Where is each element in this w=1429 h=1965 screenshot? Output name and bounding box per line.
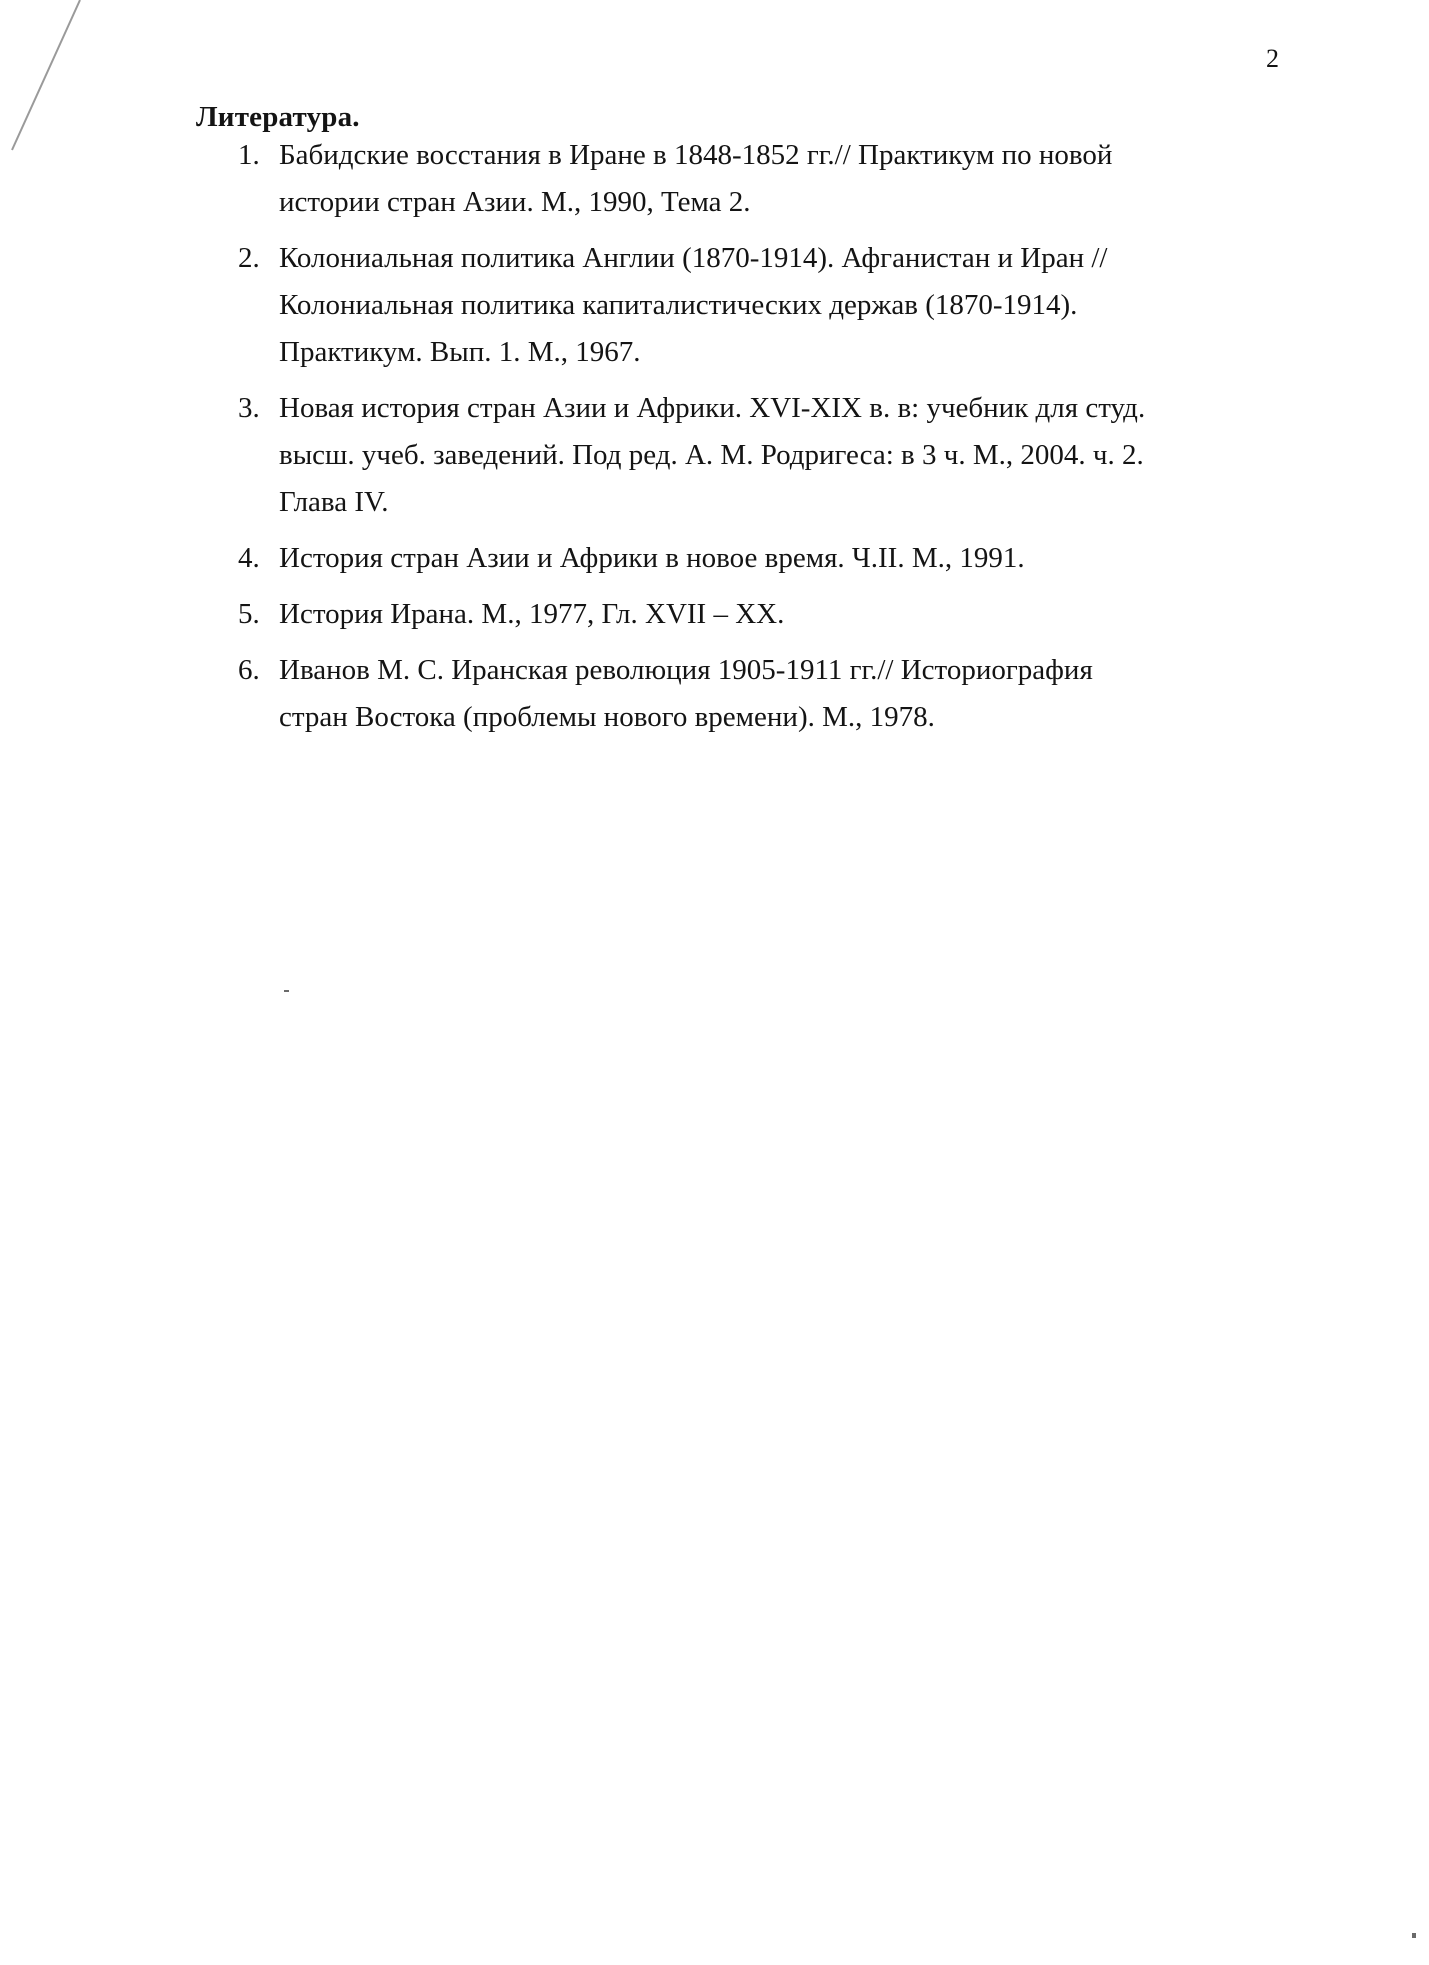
bibliography-entry <box>226 132 1286 226</box>
entry-number: 4. <box>238 542 260 574</box>
entry-text-line: истории стран Азии. М., 1990, Тема 2. <box>279 186 751 218</box>
scan-edge-mark <box>0 0 90 170</box>
entry-text-line: Колониальная политика Англии (1870-1914). Афганистан и Иран // <box>279 242 1108 274</box>
page-number: 2 <box>1266 44 1279 73</box>
entry-text-line: История стран Азии и Африки в новое время. Ч.II. М., 1991. <box>279 542 1025 574</box>
scan-speck <box>1412 1933 1416 1938</box>
bibliography-list <box>226 132 1286 750</box>
bibliography-entry <box>226 385 1286 526</box>
entry-number: 3. <box>238 392 260 424</box>
entry-number: 1. <box>238 139 260 171</box>
entry-text-line: высш. учеб. заведений. Под ред. А. М. Родригеса: в 3 ч. М., 2004. ч. 2. <box>279 439 1144 471</box>
entry-text-line: Иванов М. С. Иранская революция 1905-1911 гг.// Историография <box>279 654 1093 686</box>
entry-number: 5. <box>238 598 260 630</box>
bibliography-entry <box>226 591 1286 638</box>
scan-speck <box>284 990 289 992</box>
entry-text-line: Колониальная политика капиталистических держав (1870-1914). <box>279 289 1078 321</box>
bibliography-entry <box>226 535 1286 582</box>
entry-text-line: Практикум. Вып. 1. М., 1967. <box>279 336 641 368</box>
entry-text-line: стран Востока (проблемы нового времени). М., 1978. <box>279 701 935 733</box>
entry-text-line: Новая история стран Азии и Африки. XVI-XIX в. в: учебник для студ. <box>279 392 1146 424</box>
entry-number: 2. <box>238 242 260 274</box>
bibliography-entry <box>226 647 1286 741</box>
entry-text-line: История Ирана. М., 1977, Гл. XVII – XX. <box>279 598 785 630</box>
entry-text-line: Бабидские восстания в Иране в 1848-1852 гг.// Практикум по новой <box>279 139 1113 171</box>
bibliography-heading: Литература. <box>196 101 360 133</box>
entry-text-line: Глава IV. <box>279 486 389 518</box>
bibliography-entry <box>226 235 1286 376</box>
entry-number: 6. <box>238 654 260 686</box>
